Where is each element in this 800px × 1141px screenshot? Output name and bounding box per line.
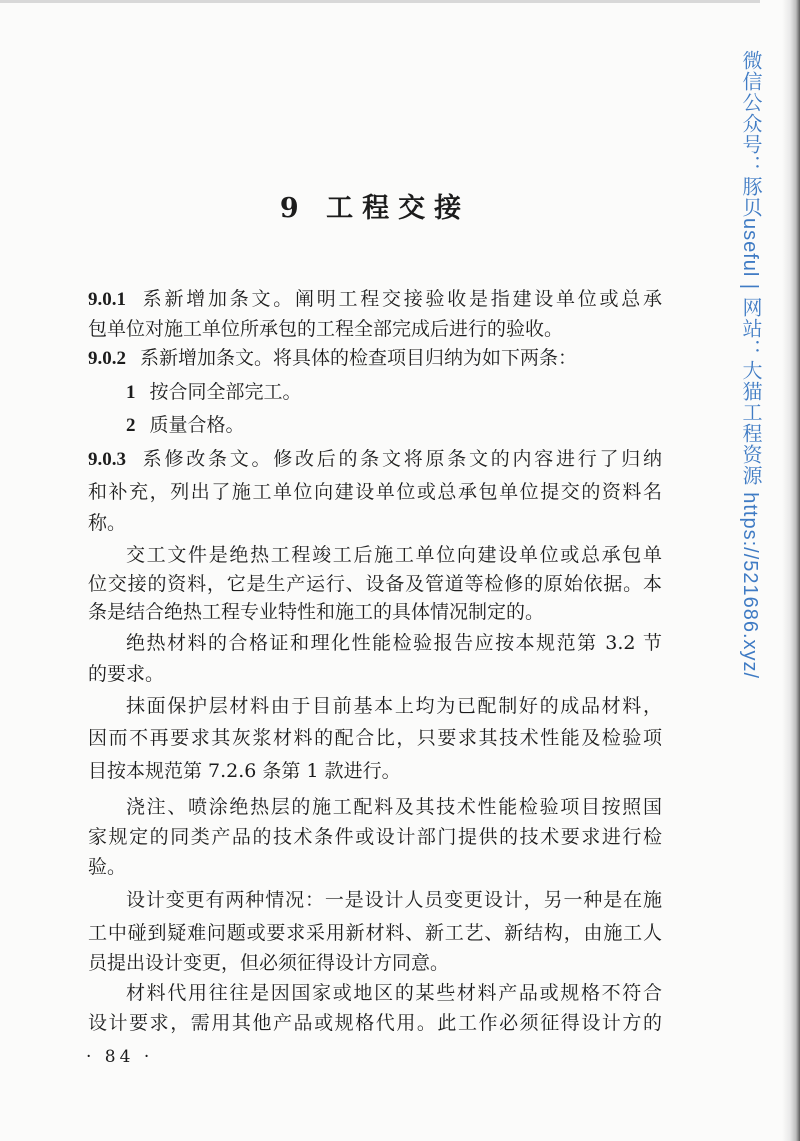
text-line: 位交接的资料，它是生产运行、设备及管道等检修的原始依据。本: [88, 573, 662, 595]
text-line: 浇注、喷涂绝热层的施工配料及其技术性能检验项目按照国: [126, 796, 662, 818]
text-line: 验。: [88, 856, 127, 878]
text-line: 绝热材料的合格证和理化性能检验报告应按本规范第 3.2 节: [126, 632, 662, 654]
text-line: 设计要求，需用其他产品或规格代用。此工作必须征得设计方的: [88, 1012, 662, 1034]
page-number: · 84 ·: [86, 1047, 154, 1067]
text-line: 因而不再要求其灰浆材料的配合比，只要求其技术性能及检验项: [88, 727, 662, 749]
line-text: 质量合格。: [149, 414, 245, 436]
line-text: 系新增加条文。将具体的检查项目归纳为如下两条：: [140, 347, 578, 369]
clause-line: [88, 287, 662, 312]
chapter-title: 9 工程交接: [279, 193, 471, 224]
item-number: 1: [126, 382, 136, 403]
clause-number: 9.0.2: [88, 348, 126, 369]
line-text: 系新增加条文。阐明工程交接验收是指建设单位或总承: [140, 288, 662, 310]
text-line: 目按本规范第 7.2.6 条第 1 款进行。: [88, 760, 401, 782]
list-item: [126, 380, 302, 405]
text-line: 设计变更有两种情况：一是设计人员变更设计，另一种是在施: [126, 889, 662, 911]
text-line: 条是结合绝热工程专业特性和施工的具体情况制定的。: [88, 601, 545, 623]
line-text: 系修改条文。修改后的条文将原条文的内容进行了归纳: [140, 448, 662, 470]
clause-number: 9.0.3: [88, 449, 126, 470]
text-line: 的要求。: [88, 663, 165, 685]
text-line: 包单位对施工单位所承包的工程全部完成后进行的验收。: [88, 318, 564, 340]
text-line: 称。: [88, 512, 127, 534]
list-item: [126, 413, 245, 438]
text-line: 抹面保护层材料由于目前基本上均为已配制好的成品材料，: [126, 695, 662, 717]
scan-right-edge: [760, 0, 800, 1141]
scan-top-edge: [0, 0, 800, 3]
line-text: 按合同全部完工。: [149, 381, 302, 403]
text-line: 家规定的同类产品的技术条件或设计部门提供的技术要求进行检: [88, 826, 662, 848]
text-line: 材料代用往往是因国家或地区的某些材料产品或规格不符合: [126, 982, 662, 1004]
clause-line: [88, 447, 662, 472]
watermark: 微信公众号：豚贝useful | 网站：大猫工程资源 https://521686.xyz/: [739, 50, 761, 680]
text-line: 和补充，列出了施工单位向建设单位或总承包单位提交的资料名: [88, 481, 662, 503]
clause-number: 9.0.1: [88, 289, 126, 310]
text-line: 交工文件是绝热工程竣工后施工单位向建设单位或总承包单: [126, 544, 662, 566]
clause-line: [88, 346, 662, 371]
item-number: 2: [126, 415, 136, 436]
text-line: 员提出设计变更，但必须征得设计方同意。: [88, 952, 450, 974]
text-line: 工中碰到疑难问题或要求采用新材料、新工艺、新结构，由施工人: [88, 922, 662, 944]
